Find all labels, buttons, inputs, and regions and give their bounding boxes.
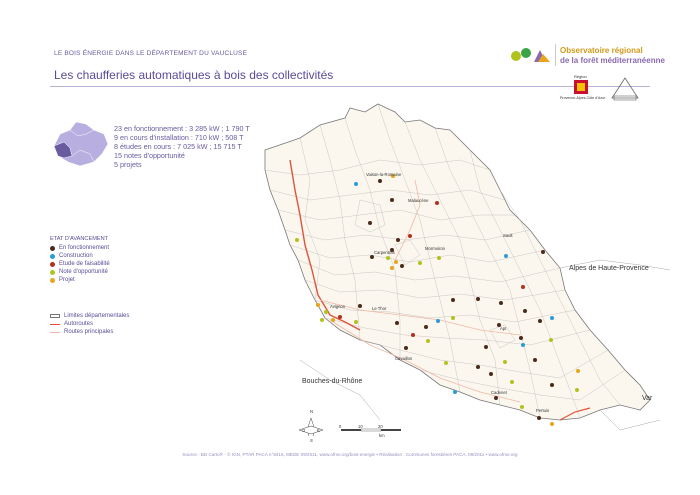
logo-divider — [555, 44, 556, 66]
place-cavaillon: Cavaillon — [395, 356, 413, 361]
legend-label: Note d'opportunité — [59, 269, 108, 275]
road-swatch-icon — [50, 332, 60, 333]
scale-label-max: 20 — [378, 424, 383, 429]
region-name: Provence-Alpes-Côte d'Azur — [560, 96, 606, 100]
legend-item-operating — [50, 245, 109, 251]
map-supertitle: LE BOIS ÉNERGIE DANS LE DÉPARTEMENT DU VAUCLUSE — [54, 50, 248, 57]
observatoire-logo-icon — [508, 44, 552, 66]
legend-label: Limites départementales — [64, 313, 130, 319]
title-divider — [50, 86, 650, 87]
legend-label: Etude de faisabilité — [59, 261, 110, 267]
legend-label: Routes principales — [64, 329, 114, 335]
legend-item-highways — [50, 321, 93, 327]
place-le-thor: Le Thor — [372, 306, 387, 311]
place-apt: Apt — [500, 326, 507, 331]
limit-swatch-icon — [50, 314, 60, 318]
compass-south: S — [310, 438, 313, 443]
department-outline — [265, 104, 653, 420]
place-malaucene: Malaucène — [408, 198, 429, 203]
source-credit: Source : BD Carto® - © IGN, PTAR PACA n°8416, MEDE 09/2011, www.ofme.org/bois-energie • Réalisation : Communes forestières PACA, 09/2011 • www.ofme.org — [182, 452, 518, 457]
map-title: Les chaufferies automatiques à bois des collectivités — [54, 68, 334, 82]
scale-label-mid: 10 — [358, 424, 363, 429]
place-avignon: Avignon — [330, 304, 346, 309]
legend-label: Projet — [59, 277, 75, 283]
place-carpentras: Carpentras — [374, 250, 395, 255]
legend-title: ETAT D'AVANCEMENT — [50, 236, 109, 242]
region-bouches-du-rhone: Bouches-du-Rhône — [302, 378, 363, 385]
legend-label: Autoroutes — [64, 321, 94, 327]
region-alpes-haute-provence: Alpes de Haute-Provence — [569, 265, 649, 272]
compass-rose-icon — [299, 418, 323, 436]
locator-map-icon — [50, 116, 112, 172]
legend-item-department-limits — [50, 313, 129, 319]
compass-east: E — [317, 428, 320, 433]
scale-label-unit: km — [379, 433, 385, 438]
place-vaison: Vaison-la-Romaine — [366, 172, 402, 177]
compass-north: N — [310, 409, 314, 414]
place-cadenet: Cadenet — [491, 390, 507, 395]
stat-line: 8 études en cours : 7 025 kW ; 15 715 T — [114, 142, 242, 151]
place-sault: Sault — [503, 233, 513, 238]
logo-title-line2: de la forêt méditerranéenne — [560, 56, 665, 65]
region-var: Var — [642, 395, 653, 402]
legend-item-note — [50, 269, 108, 275]
legend-item-main-roads — [50, 329, 113, 335]
scale-bar — [341, 429, 401, 431]
stat-line: 23 en fonctionnement : 3 285 kW ; 1 790 T — [114, 124, 250, 133]
stat-line: 5 projets — [114, 160, 142, 169]
legend-item-construction — [50, 253, 93, 259]
region-crest-icon — [574, 80, 588, 94]
project-dot-icon — [50, 278, 55, 283]
legend-label: En fonctionnement — [59, 245, 110, 251]
logo-title-line1: Observatoire régional — [560, 46, 643, 55]
compass-west: O — [302, 428, 306, 433]
place-mormoiron: Mormoiron — [425, 246, 446, 251]
stat-line: 9 en cours d'installation : 710 kW ; 508 T — [114, 133, 244, 142]
construction-dot-icon — [50, 254, 55, 259]
operating-dot-icon — [50, 246, 55, 251]
legend-item-study — [50, 261, 110, 267]
scale-label-zero: 0 — [339, 424, 342, 429]
note-dot-icon — [50, 270, 55, 275]
place-pertuis: Pertuis — [536, 408, 550, 413]
legend-item-project — [50, 277, 75, 283]
summary-stats — [114, 124, 250, 169]
stat-line: 15 notes d'opportunité — [114, 151, 185, 160]
highway-swatch-icon — [50, 324, 60, 325]
region-label: Région — [574, 74, 587, 79]
legend-label: Construction — [59, 253, 93, 259]
study-dot-icon — [50, 262, 55, 267]
